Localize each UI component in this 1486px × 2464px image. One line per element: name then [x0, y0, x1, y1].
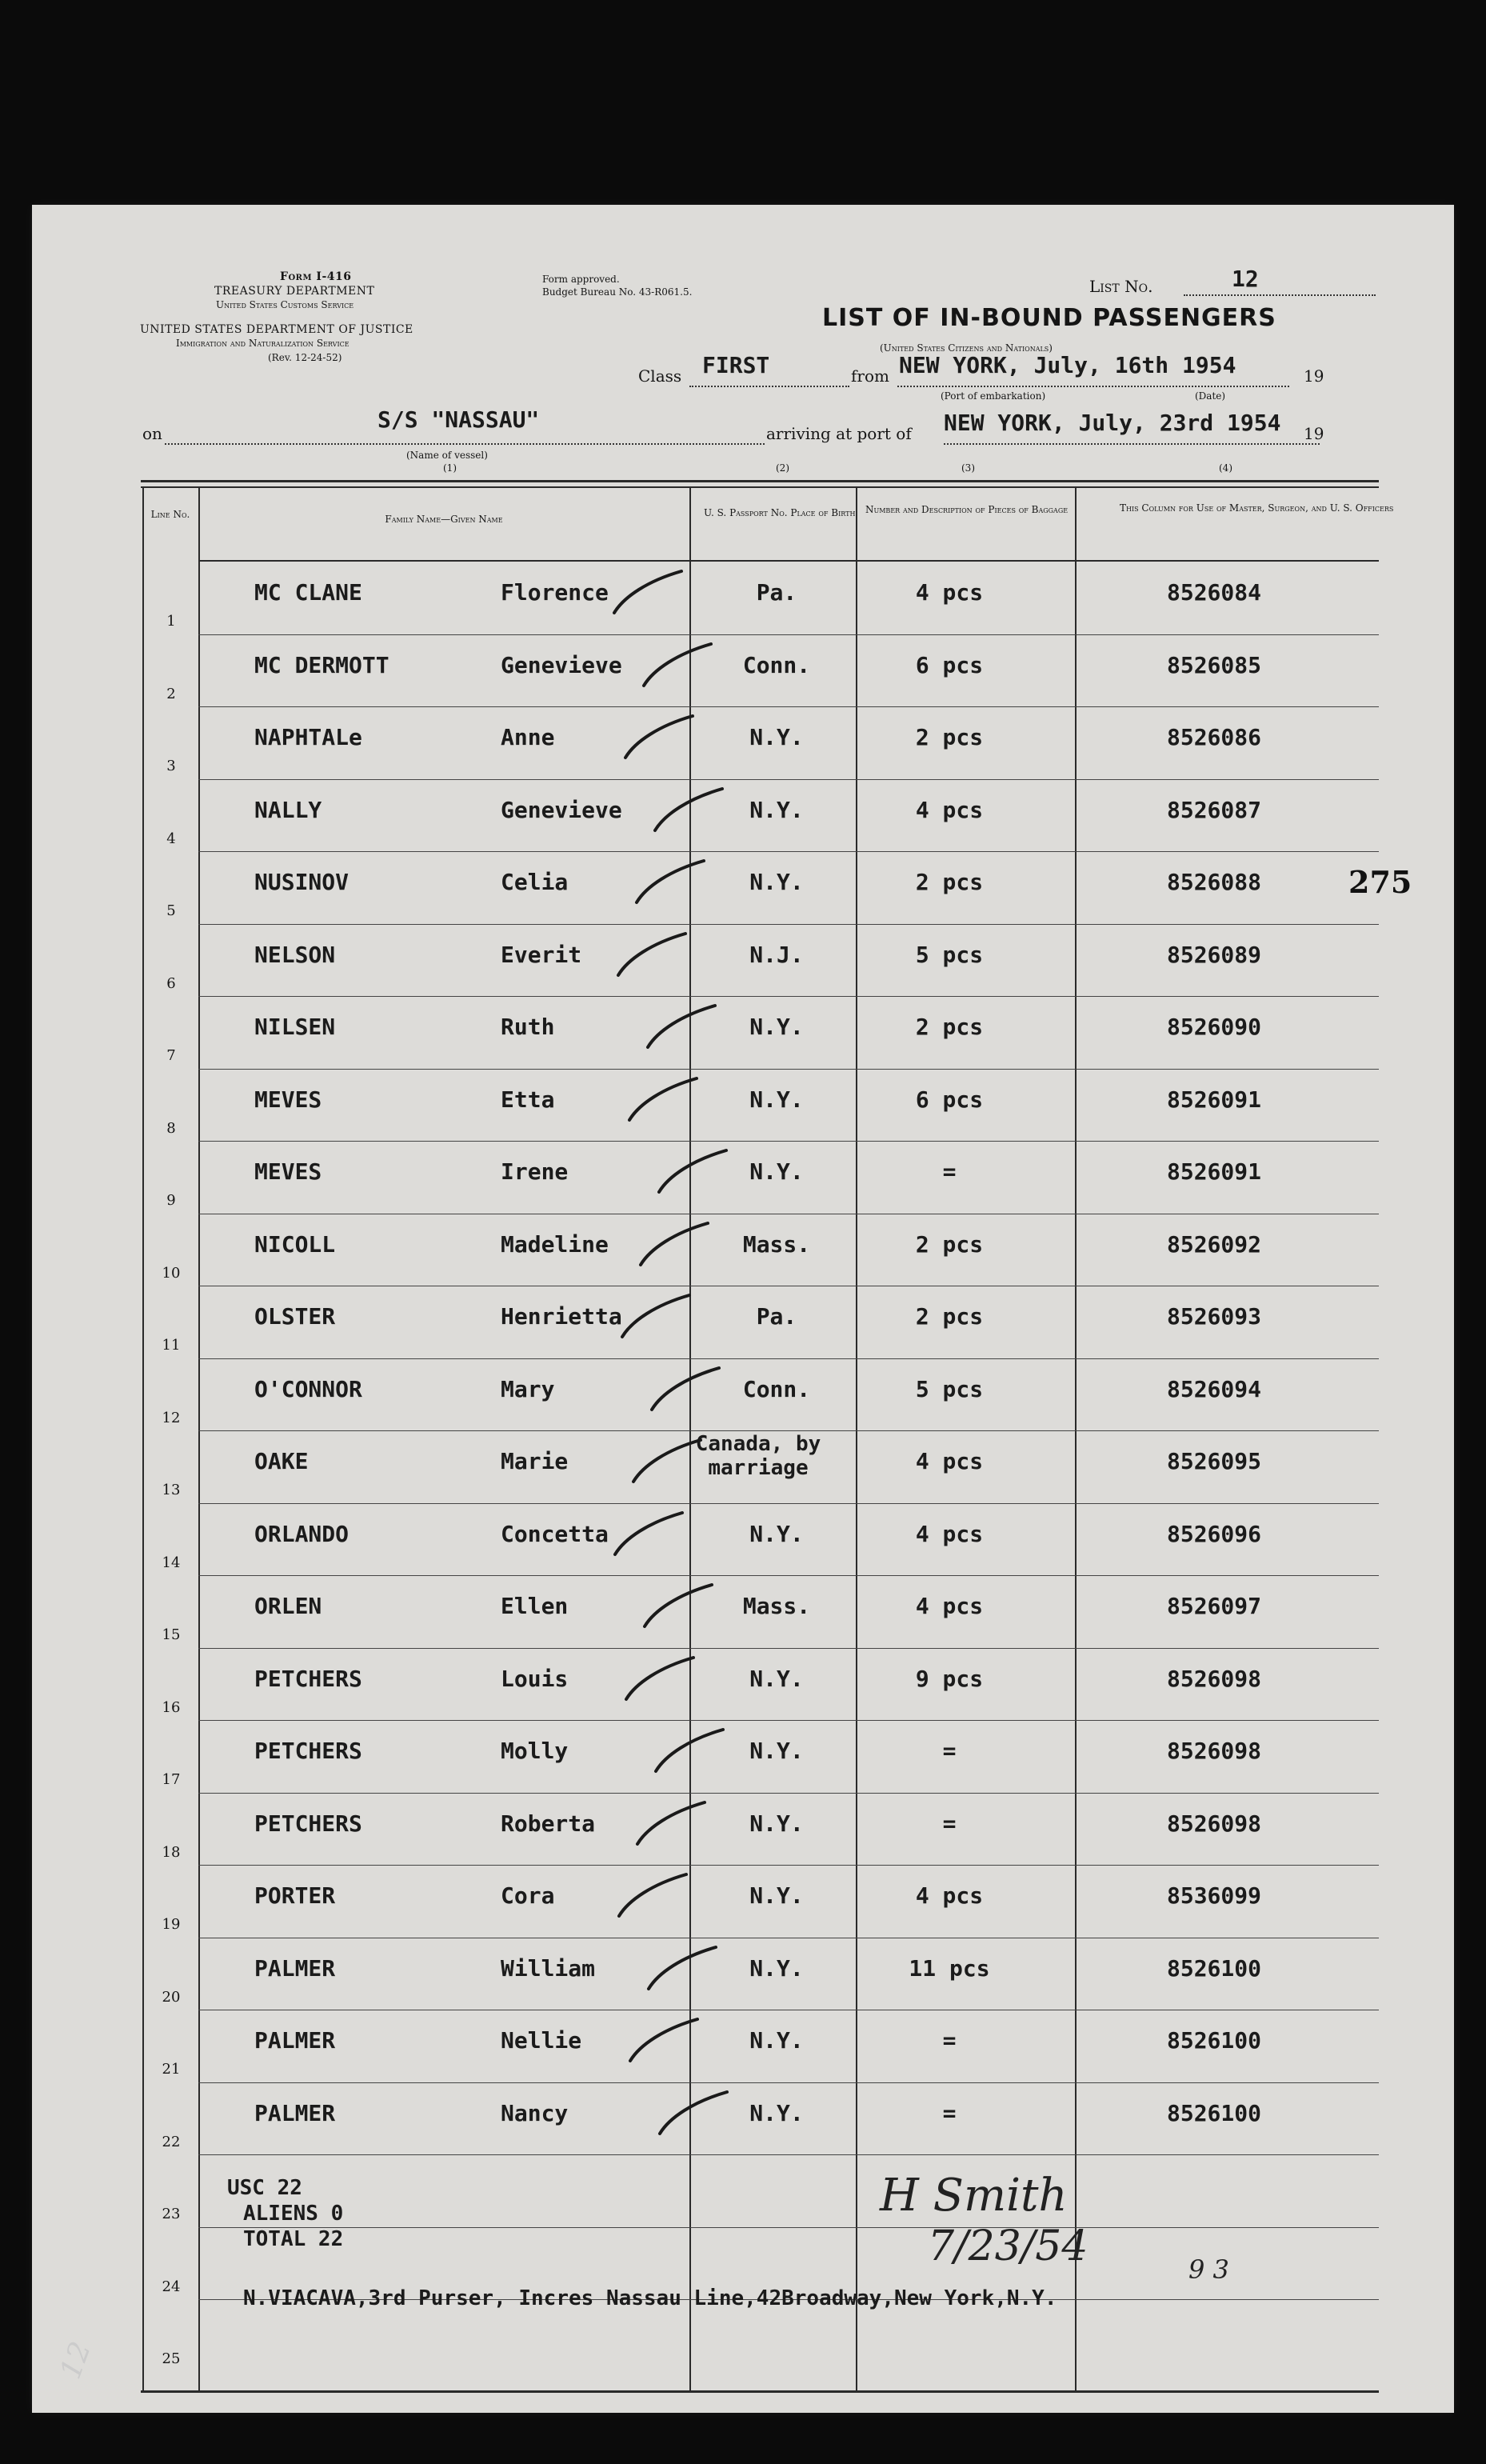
row-divider	[198, 1358, 1379, 1359]
line-number: 19	[162, 1916, 181, 1933]
row-divider	[198, 924, 1379, 925]
given-name: Anne	[501, 724, 555, 750]
list-label: List No.	[1089, 277, 1153, 296]
check-mark-icon	[612, 927, 692, 983]
on-label: on	[142, 424, 162, 443]
check-mark-icon	[620, 1651, 700, 1707]
family-name: NICOLL	[254, 1230, 336, 1258]
family-name: NUSINOV	[254, 869, 350, 895]
officer-number: 8526084	[1166, 579, 1261, 606]
place-of-birth: Mass.	[742, 1593, 811, 1619]
treasury-dept: TREASURY DEPARTMENT	[214, 285, 375, 298]
check-mark-icon	[653, 2086, 733, 2142]
check-mark-icon	[631, 1796, 711, 1852]
baggage-count: 5 pcs	[915, 1375, 984, 1402]
line-number: 15	[162, 1626, 181, 1643]
line-number: 3	[166, 758, 176, 774]
row-divider	[198, 1575, 1379, 1576]
place-of-birth: N.Y.	[749, 1520, 804, 1547]
baggage-count: 2 pcs	[915, 869, 984, 895]
baggage-count: 6 pcs	[915, 651, 984, 678]
check-mark-icon	[608, 565, 688, 621]
baggage-count: 2 pcs	[915, 1014, 984, 1040]
revision-date: (Rev. 12-24-52)	[268, 352, 342, 363]
officer-number: 8526092	[1166, 1230, 1261, 1258]
line-number: 8	[166, 1119, 176, 1137]
header-baggage: Number and Description of Pieces of Baggage	[865, 504, 1069, 515]
officer-number: 8526100	[1166, 1954, 1261, 1982]
from-value: NEW YORK, July, 16th 1954	[899, 352, 1236, 378]
arriving-label: arriving at port of	[766, 424, 912, 443]
given-name: William	[501, 1954, 596, 1982]
given-name: Concetta	[501, 1520, 609, 1547]
signature: H Smith	[880, 2170, 1068, 2222]
family-name: MEVES	[254, 1158, 322, 1185]
row-divider	[198, 1648, 1379, 1649]
line-number: 9	[166, 1192, 176, 1209]
check-mark-icon	[609, 1506, 689, 1562]
officer-number: 8536099	[1166, 1882, 1261, 1909]
totals-aliens: ALIENS 0	[243, 2202, 344, 2226]
family-name: O'CONNOR	[254, 1375, 362, 1402]
place-of-birth: N.Y.	[749, 724, 804, 750]
check-mark-icon	[653, 1144, 733, 1200]
line-number: 20	[162, 1988, 181, 2006]
check-mark-icon	[619, 710, 699, 766]
from-label: from	[851, 366, 889, 386]
line-number: 1	[166, 613, 176, 630]
officer-number: 8526095	[1166, 1448, 1261, 1474]
row-divider	[198, 1720, 1379, 1721]
family-name: NELSON	[254, 941, 336, 968]
place-of-birth: N.Y.	[749, 2027, 804, 2054]
check-mark-icon	[642, 1941, 722, 1997]
baggage-count: =	[942, 1810, 957, 1837]
class-label: Class	[638, 366, 682, 386]
immigration-service: Immigration and Naturalization Service	[176, 338, 350, 349]
place-of-birth: N.Y.	[749, 1014, 804, 1040]
given-name: Genevieve	[501, 796, 622, 823]
officer-number: 8526098	[1166, 1810, 1261, 1837]
baggage-count: 2 pcs	[915, 1303, 984, 1330]
officer-number: 8526098	[1166, 1665, 1261, 1692]
check-mark-icon	[649, 1723, 729, 1779]
place-of-birth: N.Y.	[749, 796, 804, 823]
officer-number: 8526088	[1166, 869, 1261, 895]
place-of-birth: N.Y.	[749, 1954, 804, 1982]
family-name: OAKE	[254, 1448, 309, 1474]
class-value: FIRST	[702, 352, 770, 378]
corner-note: 9 3	[1188, 2254, 1229, 2285]
row-divider	[198, 996, 1379, 997]
given-name: Henrietta	[501, 1303, 622, 1330]
place-of-birth: Conn.	[742, 1375, 811, 1402]
given-name: Genevieve	[501, 651, 622, 678]
place-of-birth: N.Y.	[749, 1882, 804, 1909]
officer-number: 8526087	[1166, 796, 1261, 823]
family-name: NAPHTALe	[254, 724, 362, 750]
row-divider	[198, 1503, 1379, 1504]
place-of-birth: Pa.	[756, 1303, 797, 1330]
line-number: 16	[162, 1698, 181, 1716]
family-name: PALMER	[254, 2027, 336, 2054]
baggage-count: 4 pcs	[915, 579, 984, 606]
col-marker-1: (1)	[443, 462, 457, 474]
totals-usc: USC 22	[227, 2176, 302, 2200]
given-name: Irene	[501, 1158, 569, 1185]
given-name: Nancy	[501, 2099, 569, 2126]
given-name: Madeline	[501, 1230, 609, 1258]
budget-bureau: Budget Bureau No. 43-R061.5.	[542, 286, 693, 298]
place-of-birth: N.Y.	[749, 1086, 804, 1113]
line-number: 12	[162, 1409, 181, 1426]
place-of-birth: N.Y.	[749, 1810, 804, 1837]
row-divider	[198, 634, 1379, 635]
family-name: ORLEN	[254, 1593, 322, 1619]
place-of-birth: N.Y.	[749, 1738, 804, 1764]
given-name: Ruth	[501, 1014, 555, 1040]
given-name: Nellie	[501, 2027, 582, 2054]
col-marker-3: (3)	[961, 462, 975, 474]
family-name: MC CLANE	[254, 579, 362, 606]
officer-number: 8526098	[1166, 1738, 1261, 1764]
port-embarkation-caption: (Port of embarkation)	[941, 390, 1046, 402]
header-name: Family Name—Given Name	[385, 514, 503, 525]
check-mark-icon	[645, 1362, 725, 1418]
given-name: Roberta	[501, 1810, 596, 1837]
form-number: Form I-416	[280, 270, 352, 283]
list-number: 12	[1232, 266, 1259, 292]
place-of-birth: N.Y.	[749, 869, 804, 895]
line-number: 10	[162, 1264, 181, 1282]
given-name: Louis	[501, 1665, 569, 1692]
year-suffix-2: 19	[1304, 424, 1324, 443]
family-name: PALMER	[254, 2099, 336, 2126]
check-mark-icon	[641, 999, 721, 1055]
officer-number: 8526093	[1166, 1303, 1261, 1330]
officer-number: 8526089	[1166, 941, 1261, 968]
given-name: Etta	[501, 1086, 555, 1113]
col-marker-4: (4)	[1219, 462, 1232, 474]
family-name: PORTER	[254, 1882, 336, 1909]
vessel-caption: (Name of vessel)	[406, 450, 488, 461]
officer-number: 8526100	[1166, 2027, 1261, 2054]
baggage-count: 4 pcs	[915, 1882, 984, 1909]
baggage-count: 4 pcs	[915, 1520, 984, 1547]
given-name: Everit	[501, 941, 582, 968]
family-name: PALMER	[254, 1954, 336, 1982]
line-number: 21	[162, 2061, 181, 2078]
officer-number: 8526085	[1166, 651, 1261, 678]
header-passport: U. S. Passport No. Place of Birth	[704, 507, 856, 518]
check-mark-icon	[638, 1578, 718, 1634]
row-divider	[198, 1865, 1379, 1866]
row-divider	[198, 1069, 1379, 1070]
row-divider	[198, 706, 1379, 707]
header-line-no: Line No.	[150, 509, 190, 520]
check-mark-icon	[634, 1217, 714, 1273]
given-name: Ellen	[501, 1593, 569, 1619]
check-mark-icon	[624, 2013, 704, 2069]
baggage-count: =	[942, 2099, 957, 2126]
baggage-count: 2 pcs	[915, 1230, 984, 1258]
totals-total: TOTAL 22	[243, 2227, 344, 2251]
place-of-birth: N.Y.	[749, 1158, 804, 1185]
date-caption: (Date)	[1195, 390, 1226, 402]
given-name: Marie	[501, 1448, 569, 1474]
given-name: Mary	[501, 1375, 555, 1402]
form-title: LIST OF IN-BOUND PASSENGERS	[822, 304, 1276, 332]
family-name: OLSTER	[254, 1303, 336, 1330]
baggage-count: 9 pcs	[915, 1665, 984, 1692]
year-suffix-1: 19	[1304, 366, 1324, 386]
line-number: 7	[166, 1047, 176, 1064]
place-of-birth: Conn.	[742, 651, 811, 678]
check-mark-icon	[623, 1072, 703, 1128]
line-number: 23	[162, 2206, 181, 2222]
row-divider	[198, 1793, 1379, 1794]
officer-number: 8526091	[1166, 1158, 1261, 1185]
family-name: MEVES	[254, 1086, 322, 1113]
vessel-name: S/S "NASSAU"	[377, 406, 540, 433]
form-subtitle: (United States Citizens and Nationals)	[880, 342, 1053, 354]
line-number: 13	[162, 1482, 181, 1498]
baggage-count: 5 pcs	[915, 941, 984, 968]
arrival-value: NEW YORK, July, 23rd 1954	[944, 410, 1281, 436]
officer-number: 8526094	[1166, 1375, 1261, 1402]
given-name: Florence	[501, 579, 609, 606]
line-number: 17	[162, 1771, 181, 1788]
family-name: PETCHERS	[254, 1665, 362, 1692]
family-name: NALLY	[254, 796, 322, 823]
family-name: ORLANDO	[254, 1520, 350, 1547]
check-mark-icon	[637, 638, 717, 694]
line-number: 24	[162, 2278, 181, 2295]
row-divider	[198, 2082, 1379, 2083]
baggage-count: 11 pcs	[909, 1954, 990, 1982]
margin-note: 275	[1348, 864, 1412, 900]
line-number: 11	[162, 1337, 181, 1354]
place-of-birth: Mass.	[742, 1230, 811, 1258]
row-divider	[198, 851, 1379, 852]
line-number: 4	[166, 830, 176, 847]
justice-dept: UNITED STATES DEPARTMENT OF JUSTICE	[140, 323, 413, 336]
baggage-count: 6 pcs	[915, 1086, 984, 1113]
check-mark-icon	[613, 1868, 693, 1924]
line-number: 6	[166, 974, 176, 992]
baggage-count: =	[942, 1158, 957, 1185]
check-mark-icon	[649, 782, 729, 838]
customs-service: United States Customs Service	[216, 299, 354, 310]
baggage-count: 2 pcs	[915, 724, 984, 750]
officer-number: 8526091	[1166, 1086, 1261, 1113]
baggage-count: =	[942, 1738, 957, 1764]
row-divider	[198, 2227, 1379, 2228]
family-name: MC DERMOTT	[254, 651, 389, 678]
row-divider	[198, 1430, 1379, 1431]
row-divider	[198, 2154, 1379, 2155]
check-mark-icon	[616, 1289, 696, 1345]
family-name: PETCHERS	[254, 1738, 362, 1764]
given-name: Molly	[501, 1738, 569, 1764]
purser-line: N.VIACAVA,3rd Purser, Incres Nassau Line,42Broadway,New York,N.Y.	[243, 2286, 1057, 2310]
check-mark-icon	[630, 854, 710, 910]
edge-mark: 12	[54, 2337, 98, 2384]
form-approved: Form approved.	[542, 274, 620, 285]
line-number: 18	[162, 1843, 181, 1861]
line-number: 2	[166, 685, 176, 702]
baggage-count: 4 pcs	[915, 1448, 984, 1474]
row-divider	[198, 779, 1379, 780]
baggage-count: 4 pcs	[915, 796, 984, 823]
place-of-birth: Pa.	[756, 579, 797, 606]
place-of-birth: N.Y.	[749, 1665, 804, 1692]
officer-number: 8526086	[1166, 724, 1261, 750]
officer-number: 8526100	[1166, 2099, 1261, 2126]
place-of-birth: N.J.	[749, 941, 804, 968]
place-of-birth: N.Y.	[749, 2099, 804, 2126]
header-officers: This Column for Use of Master, Surgeon, and U. S. Officers	[1120, 502, 1394, 514]
line-number: 22	[162, 2133, 181, 2150]
family-name: PETCHERS	[254, 1810, 362, 1837]
given-name: Cora	[501, 1882, 555, 1909]
family-name: NILSEN	[254, 1014, 336, 1040]
baggage-count: =	[942, 2027, 957, 2054]
given-name: Celia	[501, 869, 569, 895]
row-divider	[198, 1141, 1379, 1142]
officer-number: 8526097	[1166, 1593, 1261, 1619]
line-number: 25	[162, 2350, 181, 2367]
line-number: 14	[162, 1554, 181, 1571]
officer-number: 8526096	[1166, 1520, 1261, 1547]
place-of-birth: Canada, by marriage	[695, 1432, 821, 1480]
signature-date: 7/23/54	[928, 2222, 1089, 2270]
officer-number: 8526090	[1166, 1014, 1261, 1040]
baggage-count: 4 pcs	[915, 1593, 984, 1619]
check-mark-icon	[627, 1434, 707, 1490]
line-number: 5	[166, 902, 176, 919]
col-marker-2: (2)	[776, 462, 789, 474]
